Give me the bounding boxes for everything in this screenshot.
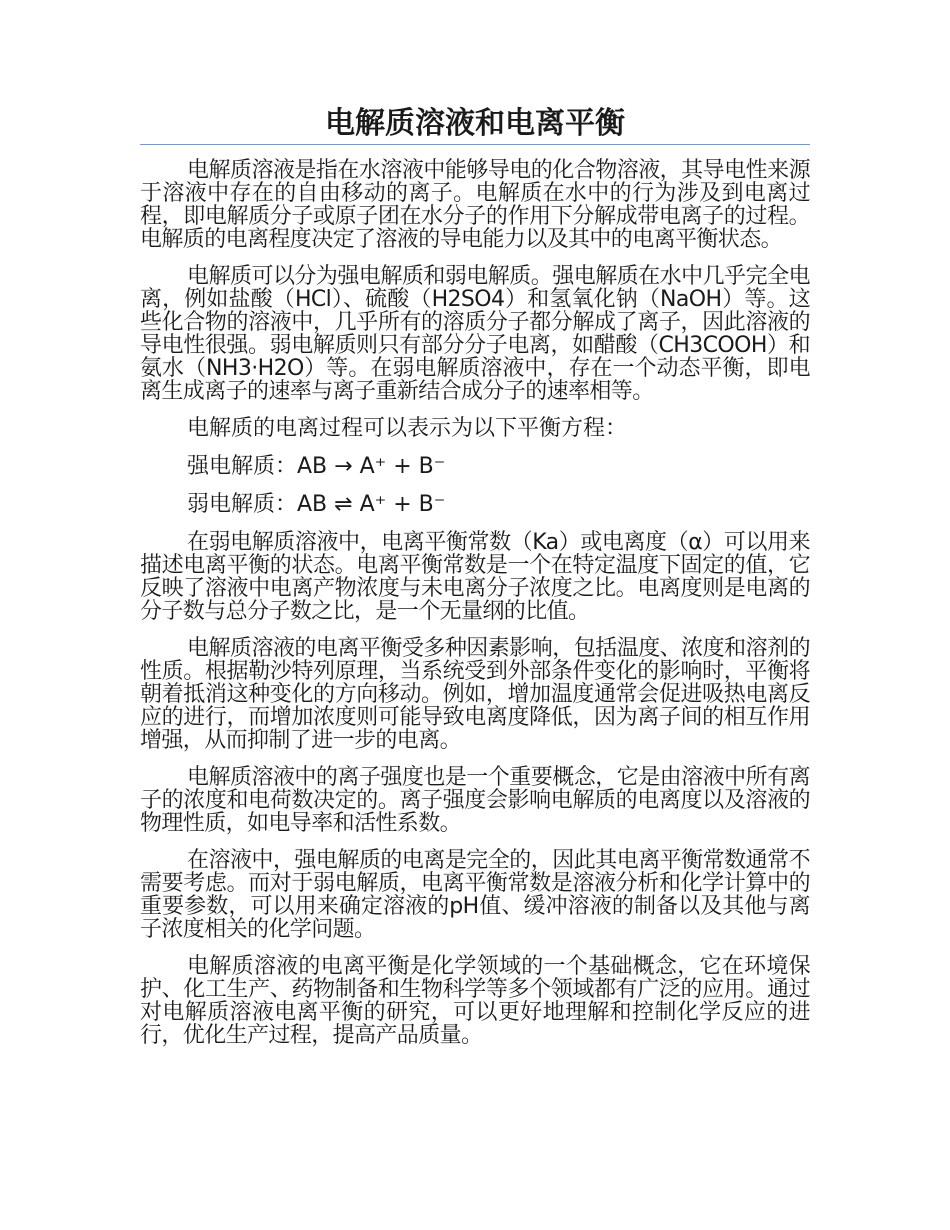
paragraph-ionization-constant: 在弱电解质溶液中，电离平衡常数（Ka）或电离度（α）可以用来描述电离平衡的状态。电离平衡常数是一个在特定温度下固定的值，它反映了溶液中电离产物浓度与未电离分子浓度之比。电离度则是电离的分子数与总分子数之比，是一个无量纲的比值。 [140,530,810,624]
paragraph-influencing-factors: 电解质溶液的电离平衡受多种因素影响，包括温度、浓度和溶剂的性质。根据勒沙特列原理，当系统受到外部条件变化的影响时，平衡将朝着抵消这种变化的方向移动。例如，增加温度通常会促进吸热电离反应的进行，而增加浓度则可能导致电离度降低，因为离子间的相互作用增强，从而抑制了进一步的电离。 [140,636,810,753]
paragraph-intro: 电解质溶液是指在水溶液中能够导电的化合物溶液，其导电性来源于溶液中存在的自由移动的离子。电解质在水中的行为涉及到电离过程，即电解质分子或原子团在水分子的作用下分解成带电离子的过程。电解质的电离程度决定了溶液的导电能力以及其中的电离平衡状态。 [140,158,810,252]
paragraph-classification: 电解质可以分为强电解质和弱电解质。强电解质在水中几乎完全电离，例如盐酸（HCl）、硫酸（H2SO4）和氢氧化钠（NaOH）等。这些化合物的溶液中，几乎所有的溶质分子都分解成了离子，因此溶液的导电性很强。弱电解质则只有部分分子电离，如醋酸（CH3COOH）和氨水（NH3·H2O）等。在弱电解质溶液中，存在一个动态平衡，即电离生成离子的速率与离子重新结合成分子的速率相等。 [140,264,810,404]
paragraph-applications: 电解质溶液的电离平衡是化学领域的一个基础概念，它在环境保护、化工生产、药物制备和生物科学等多个领域都有广泛的应用。通过对电解质溶液电离平衡的研究，可以更好地理解和控制化学反应的进行，优化生产过程，提高产品质量。 [140,954,810,1048]
title-underline [140,144,810,145]
equation-strong-electrolyte: 强电解质：AB → A⁺ + B⁻ [187,454,446,479]
document-page [140,104,810,1061]
document-title: 电解质溶液和电离平衡 [325,106,625,141]
paragraph-strong-vs-weak: 在溶液中，强电解质的电离是完全的，因此其电离平衡常数通常不需要考虑。而对于弱电解质，电离平衡常数是溶液分析和化学计算中的重要参数，可以用来确定溶液的pH值、缓冲溶液的制备以及其他与离子浓度相关的化学问题。 [140,848,810,942]
equation-weak-electrolyte: 弱电解质：AB ⇌ A⁺ + B⁻ [187,492,446,517]
paragraph-ionic-strength: 电解质溶液中的离子强度也是一个重要概念，它是由溶液中所有离子的浓度和电荷数决定的。离子强度会影响电解质的电离度以及溶液的物理性质，如电导率和活性系数。 [140,765,810,836]
paragraph-equation-intro: 电解质的电离过程可以表示为以下平衡方程： [187,416,628,441]
